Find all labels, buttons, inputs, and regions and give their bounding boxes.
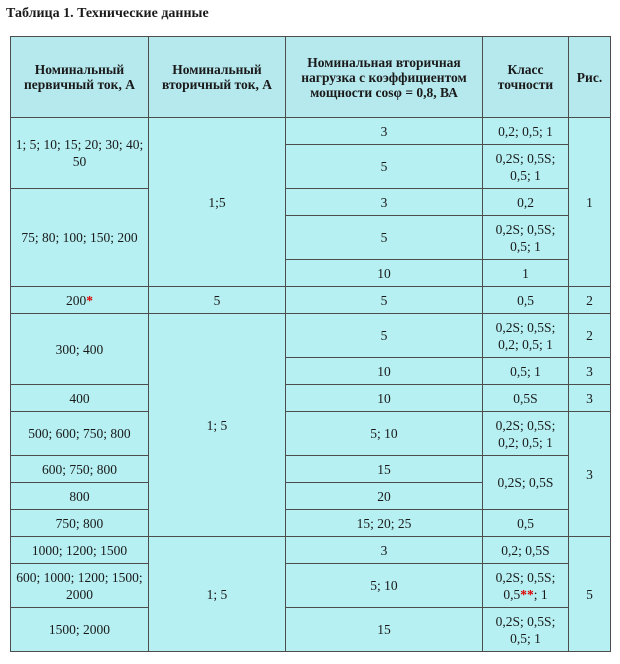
- figure-cell: 3: [569, 358, 611, 385]
- load-cell: 5: [286, 287, 483, 314]
- primary-current-cell: 1000; 1200; 1500: [11, 537, 149, 564]
- table-row: [11, 608, 611, 652]
- accuracy-cell: 0,5S: [483, 385, 569, 412]
- accuracy-cell: 0,2S; 0,5S: [483, 456, 569, 510]
- accuracy-cell: 0,2; 0,5S: [483, 537, 569, 564]
- footnote-mark: **: [520, 586, 534, 602]
- accuracy-cell: 0,5; 1: [483, 358, 569, 385]
- figure-cell: 2: [569, 287, 611, 314]
- primary-current-cell: 1500; 2000: [11, 608, 149, 652]
- figure-cell: 3: [569, 412, 611, 537]
- header-secondary-load: Номинальная вторичная нагрузка с коэффициентом мощности cosφ = 0,8, ВА: [286, 37, 483, 118]
- accuracy-cell: 0,2S; 0,5S; 0,2; 0,5; 1: [483, 314, 569, 358]
- primary-current-cell: 1; 5; 10; 15; 20; 30; 40; 50: [11, 118, 149, 189]
- load-cell: 5: [286, 314, 483, 358]
- load-cell: 3: [286, 118, 483, 145]
- secondary-current-cell: 5: [149, 287, 286, 314]
- accuracy-cell: 0,5: [483, 287, 569, 314]
- primary-current-cell: [11, 287, 149, 314]
- table-title: Таблица 1. Технические данные: [6, 6, 209, 21]
- accuracy-cell: 1: [483, 260, 569, 287]
- load-cell: 5; 10: [286, 564, 483, 608]
- accuracy-cell: 0,2S; 0,5S; 0,5; 1: [483, 216, 569, 260]
- load-cell: 15: [286, 456, 483, 483]
- load-cell: 10: [286, 385, 483, 412]
- header-figure: Рис.: [569, 37, 611, 118]
- accuracy-cell: 0,2S; 0,5S; 0,5; 1: [483, 608, 569, 652]
- secondary-current-cell: 1;5: [149, 118, 286, 287]
- primary-current-cell: 600; 1000; 1200; 1500; 2000: [11, 564, 149, 608]
- accuracy-cell: 0,5: [483, 510, 569, 537]
- table-row: [11, 537, 611, 564]
- table-row: [11, 510, 611, 537]
- primary-current-cell: 300; 400: [11, 314, 149, 385]
- accuracy-cell: 0,2S; 0,5S; 0,5; 1: [483, 145, 569, 189]
- load-cell: 10: [286, 260, 483, 287]
- primary-current-value: 200: [66, 292, 87, 308]
- footnote-mark: *: [86, 292, 93, 308]
- primary-current-cell: 500; 600; 750; 800: [11, 412, 149, 456]
- table-row: [11, 287, 611, 314]
- secondary-current-cell: 1; 5: [149, 314, 286, 537]
- accuracy-value: 0,2S; 0,5S; 0,5: [495, 569, 556, 602]
- primary-current-cell: 75; 80; 100; 150; 200: [11, 189, 149, 287]
- figure-cell: 1: [569, 118, 611, 287]
- table-row: [11, 385, 611, 412]
- load-cell: 5: [286, 145, 483, 189]
- table-row: [11, 564, 611, 608]
- load-cell: 3: [286, 189, 483, 216]
- figure-cell: 5: [569, 537, 611, 652]
- figure-cell: 3: [569, 385, 611, 412]
- header-accuracy-class: Класс точности: [483, 37, 569, 118]
- header-row: [11, 37, 611, 118]
- load-cell: 20: [286, 483, 483, 510]
- figure-cell: 2: [569, 314, 611, 358]
- table-row: [11, 118, 611, 145]
- accuracy-value-tail: ; 1: [533, 586, 548, 602]
- primary-current-cell: 750; 800: [11, 510, 149, 537]
- accuracy-cell: 0,2: [483, 189, 569, 216]
- table-row: [11, 189, 611, 216]
- table-row: [11, 412, 611, 456]
- header-primary-current: Номинальный первичный ток, А: [11, 37, 149, 118]
- primary-current-cell: 400: [11, 385, 149, 412]
- load-cell: 15; 20; 25: [286, 510, 483, 537]
- header-secondary-current: Номинальный вторичный ток, А: [149, 37, 286, 118]
- accuracy-cell: [483, 564, 569, 608]
- accuracy-cell: 0,2S; 0,5S; 0,2; 0,5; 1: [483, 412, 569, 456]
- table-row: [11, 314, 611, 358]
- table-row: [11, 456, 611, 483]
- load-cell: 3: [286, 537, 483, 564]
- specs-table: [10, 36, 611, 652]
- load-cell: 5: [286, 216, 483, 260]
- load-cell: 5; 10: [286, 412, 483, 456]
- load-cell: 15: [286, 608, 483, 652]
- secondary-current-cell: 1; 5: [149, 537, 286, 652]
- primary-current-cell: 800: [11, 483, 149, 510]
- accuracy-cell: 0,2; 0,5; 1: [483, 118, 569, 145]
- load-cell: 10: [286, 358, 483, 385]
- primary-current-cell: 600; 750; 800: [11, 456, 149, 483]
